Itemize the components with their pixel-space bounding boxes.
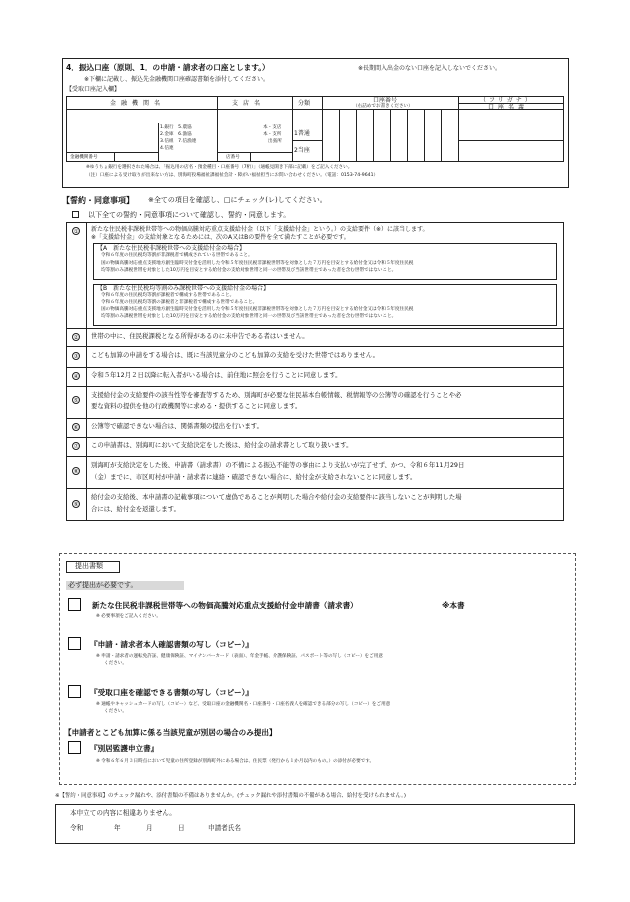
- col-class: 分類: [298, 100, 311, 107]
- item8-line2: （金）までに、市区町村が申請・請求者に連絡・確認できない場合に、給付金が支給されないことに同意します。: [91, 473, 417, 481]
- doc1-checkbox[interactable]: [68, 598, 81, 611]
- item-number-3: ③: [73, 354, 79, 360]
- item5-line2: 要な資料の提供を他の行政機関等に求める・提供することに同意します。: [91, 402, 302, 410]
- requirement-b-1: 令和６年度の住民税均等割が課税者で構成する世帯であること。: [101, 293, 235, 298]
- doc1-title: 新たな住民税非課税世帯等への物価高騰対応重点支援給付金申請書（請求書）: [92, 601, 358, 610]
- bank-type-2: 2.金庫 6.漁協: [160, 132, 192, 137]
- item7-text: この申請書は、別海町において支給決定をした後は、給付金の請求書として取り扱います。: [91, 441, 353, 449]
- bank-footnote-1: ※ゆうちょ銀行を選択された場合は、「振込用の店名・預金種目・口座番号（7桁）」（通帳見開き下部に記載）をご記入ください。: [86, 165, 353, 170]
- doc4-checkbox[interactable]: [68, 741, 81, 754]
- col-holder: 口座名義: [488, 104, 529, 111]
- item-number-1: ①: [73, 229, 79, 235]
- item-number-6: ⑥: [73, 425, 79, 431]
- consent-title-note: ※全ての項目を確認し、□にチェック(レ)してください。: [148, 196, 327, 204]
- bank-type-4: 4.信連: [160, 146, 174, 151]
- col-account-number: 口座番号: [373, 97, 398, 104]
- consent-title: 【誓約・同意事項】: [62, 196, 134, 205]
- item4-text: 令和５年12月２日以降に転入者がいる場合は、前住地に照会を行うことに同意します。: [91, 371, 342, 379]
- item2-text: 世帯の中に、住民税課税となる所得があるのに未申告である者はいません。: [91, 332, 309, 340]
- doc3-checkbox[interactable]: [68, 685, 81, 698]
- item-number-7: ⑦: [73, 444, 79, 450]
- branch-type-1: 本・支店: [263, 125, 282, 130]
- bank-heading-note: ※長期間入出金のない口座を記入しないでください。: [358, 65, 502, 72]
- doc1-mark: ※本書: [442, 601, 465, 610]
- consent-check-label: 以下全ての誓約・同意事項について確認し、誓約・同意します。: [88, 211, 291, 219]
- class-ordinary: 1普通: [294, 130, 310, 137]
- bank-type-1: 1.銀行 5.農協: [160, 125, 192, 130]
- item1-line2: ※「支援給付金」の支給対象となるためには、次のA又はBの要件を全て満たすことが必要です。: [91, 234, 350, 241]
- requirement-b-4: 均等割のみ課税世帯を対象とした10万円を目安とする給付金の支給対象世帯と同一の世帯及び当該世帯主であった者を含む世帯ではないこと。: [101, 314, 397, 319]
- applicant-name-label: 申請者氏名: [208, 824, 241, 832]
- item9-line2: 合には、給付金を返還します。: [91, 505, 180, 513]
- item-number-8: ⑧: [73, 469, 79, 475]
- doc3-title: 『受取口座を確認できる書類の写し（コピー）』: [90, 688, 253, 697]
- requirement-a-3: 均等割のみ課税世帯を対象とした10万円を目安とする給付金の支給対象世帯と同一の世帯及び当該世帯主であった者を含む世帯ではないこと。: [101, 268, 397, 273]
- documents-required-note: 必ず提出が必要です。: [66, 581, 184, 590]
- doc2-title: 『申請・請求者本人確認書類の写し（コピー）』: [90, 640, 253, 649]
- item-number-2: ②: [73, 335, 79, 341]
- date-year-label: 年: [114, 824, 121, 832]
- bank-type-3: 3.信組 7.信漁連: [160, 139, 197, 144]
- item9-line1: 給付金の支給後、本申請書の記載事項について虚偽であることが判明した場合や給付金の支給要件に該当しないことが判明した場: [91, 493, 462, 501]
- bank-footnote-2: （注）口座による受け取りが出来ない方は、別海町役場福祉課福祉会計・障がい福祉担当にお問い合わせください。（電話：0153-74-9641）: [86, 173, 379, 178]
- doc3-note-2: ください。: [104, 709, 127, 714]
- requirement-a-2: 国の物価高騰対応重点支援地方創生臨時交付金を活用した令和５年度住民税非課税世帯等を対象とした７万円を目安とする給付金又は令和５年度住民税: [101, 261, 414, 266]
- col-kana: （フリガナ）: [480, 97, 534, 104]
- bank-heading: 4．振込口座（原則、1．の申請・請求者の口座とします。）: [66, 63, 270, 72]
- doc1-note: ※ 必要事項をご記入ください。: [96, 614, 162, 619]
- branch-type-2: 本・支所: [263, 132, 282, 137]
- item-number-9: ⑨: [73, 502, 79, 508]
- requirement-b-title: 【B 新たな住民税均等割のみ課税世帯への支援給付金の場合】: [97, 285, 270, 292]
- bank-code-label: 金融機関番号: [70, 155, 98, 160]
- item6-text: 公簿等で確認できない場合は、関係書類の提出を行います。: [91, 422, 264, 430]
- item-number-5: ⑤: [73, 398, 79, 404]
- item-number-4: ④: [73, 374, 79, 380]
- doc4-title: 『別居監護申立書』: [90, 744, 159, 753]
- item3-text: こども加算の申請をする場合は、既に当該児童分のこども加算の支給を受けた世帯ではありません。: [91, 351, 379, 359]
- doc3-note-1: ※ 通帳やキャッシュカードの写し（コピー）など、受取口座の金融機関名・口座番号・口座名義人を確認できる部分の写し（コピー）をご用意: [96, 702, 391, 707]
- bank-sub-note: ※下欄に記載し、振込先金融機関口座確認書類を添付してください。: [84, 76, 270, 83]
- doc2-note-1: ※ 申請・請求者の運転免許証、健康保険証、マイナンバーカード（表面）、年金手帳、介護保険証、パスポート等の写し（コピー）をご用意: [96, 654, 383, 659]
- consent-all-checkbox[interactable]: [72, 211, 79, 218]
- col-bank-name: 金融機関名: [110, 100, 166, 107]
- col-account-note: （右詰めでお書きください）: [353, 104, 413, 109]
- item1-line1: 新たな住民税非課税世帯等への物価高騰対応重点支援給付金（以下「支援給付金」という。）の支給要件（※）に該当します。: [91, 226, 429, 233]
- date-month-label: 月: [146, 824, 153, 832]
- col-branch-name: 支店名: [232, 100, 266, 107]
- requirement-b-2: 令和６年度の住民税均等割の課税者と非課税者で構成する世帯であること。: [101, 300, 258, 305]
- item8-line1: 別海町が支給決定をした後、申請書（請求書）の不備による振込不能等の事由により支払いが完了せず、かつ、令和６年11月29日: [91, 461, 465, 469]
- date-era: 令和: [70, 824, 84, 832]
- bank-table-label: 【受取口座記入欄】: [66, 86, 121, 93]
- class-current: 2当座: [294, 147, 310, 154]
- doc2-checkbox[interactable]: [68, 637, 81, 650]
- doc4-note: ※ 令和６年６月３日時点において児童の住所登録が別海町外にある場合は、住民票（発行から１か月以内のもの。）の添付が必要です。: [96, 759, 375, 764]
- requirement-a-1: 令和６年度の住民税均等割が非課税者で構成されている世帯であること。: [101, 253, 253, 258]
- doc2-note-2: ください。: [104, 661, 127, 666]
- documents-title: 提出書類: [75, 562, 103, 570]
- item5-line1: 支援給付金の支給要件の該当性等を審査等するため、別海町が必要な住民基本台帳情報、税情報等の公簿等の確認を行うことや必: [91, 391, 462, 399]
- branch-type-3: 出張所: [268, 139, 282, 144]
- requirement-b-3: 国の物価高騰対応重点支援地方創生臨時交付金を活用した令和５年度住民税非課税世帯等を対象とした７万円を目安とする給付金又は令和５年度住民税: [101, 307, 414, 312]
- branch-code-label: 店番号: [226, 155, 240, 160]
- footer-warning: ※【誓約・同意事項】のチェック漏れや、添付書類の不備はありませんか。(チェック漏れや添付書類の不備がある場合、給付を受けられません。): [55, 793, 406, 799]
- separate-residence-title: 【申請者とこども加算に係る当該児童が別居の場合のみ提出】: [64, 728, 277, 737]
- date-day-label: 日: [178, 824, 185, 832]
- requirement-a-title: 【A 新たな住民税非課税世帯への支援給付金の場合】: [97, 245, 246, 252]
- declaration-text: 本申立ての内容に相違ありません。: [70, 809, 176, 817]
